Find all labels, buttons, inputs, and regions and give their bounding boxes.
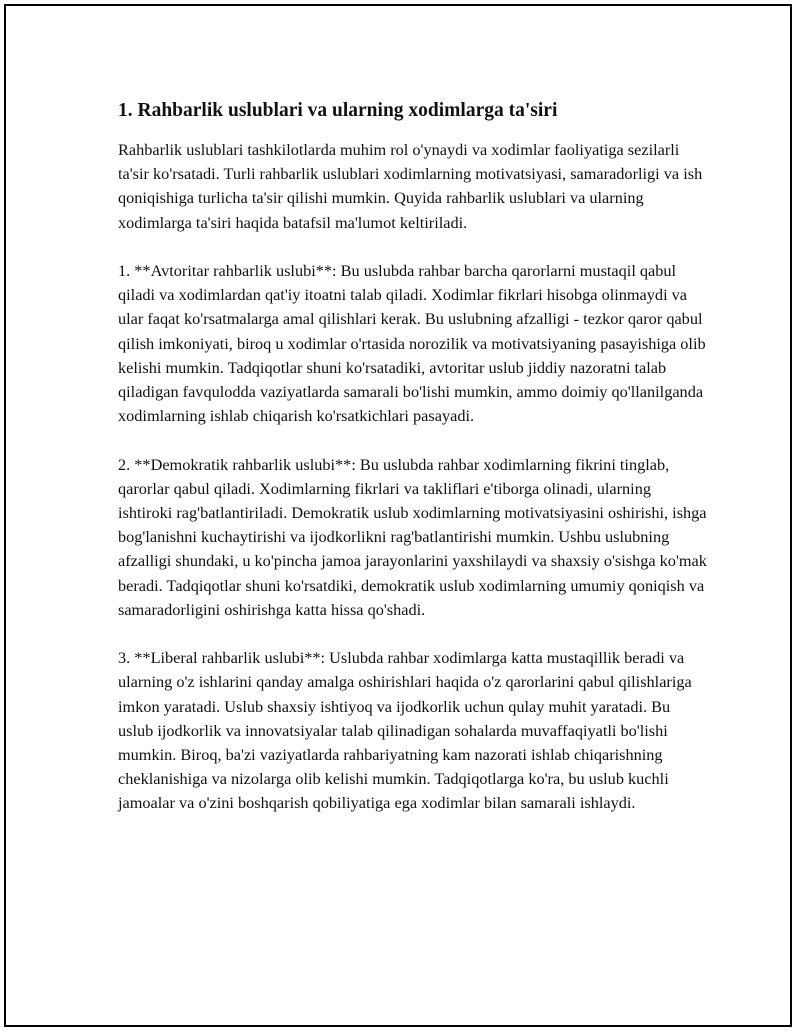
page-frame [4, 4, 792, 1027]
authoritarian-style-paragraph: 1. **Avtoritar rahbarlik uslubi**: Bu uslubda rahbar barcha qarorlarni mustaqil qabul qiladi va xodimlardan qat'iy itoatni talab qiladi. Xodimlar fikrlari hisobga olinmaydi va ular faqat ko'rsatmalarga amal qilishlari kerak. Bu uslubning afzalligi - tezkor qaror qabul qilish imkoniyati, biroq u xodimlar o'rtasida norozilik va motivatsiyaning pasayishiga olib kelishi mumkin. Tadqiqotlar shuni ko'rsatadiki, avtoritar uslub jiddiy nazoratni talab qiladigan favqulodda vaziyatlarda samarali bo'lishi mumkin, ammo doimiy qo'llanilganda xodimlarning ishlab chiqarish ko'rsatkichlari pasayadi. [118, 261, 706, 426]
liberal-style-paragraph: 3. **Liberal rahbarlik uslubi**: Uslubda rahbar xodimlarga katta mustaqillik beradi va ularning o'z ishlarini qanday amalga oshirishlari haqida o'z qarorlarini qabul qilishlariga imkon yaratadi. Uslub shaxsiy ishtiyoq va ijodkorlik uchun qulay muhit yaratadi. Bu uslub ijodkorlik va innovatsiyalar talab qilinadigan sohalarda muvaffaqiyatli bo'lishi mumkin. Biroq, ba'zi vaziyatlarda rahbariyatning kam nazorati ishlab chiqarishning cheklanishiga va nizolarga olib kelishi mumkin. Tadqiqotlarga ko'ra, bu uslub kuchli jamoalar va o'zini boshqarish qobiliyatiga ega xodimlar bilan samarali ishlaydi. [118, 648, 692, 813]
document-body [118, 98, 708, 840]
democratic-style-paragraph: 2. **Demokratik rahbarlik uslubi**: Bu uslubda rahbar xodimlarning fikrini tinglab, qarorlar qabul qiladi. Xodimlarning fikrlari va takliflari e'tiborga olinadi, ularning ishtiroki rag'batlantiriladi. Demokratik uslub xodimlarning motivatsiyasini oshirishi, ishga bog'lanishni kuchaytirishi va ijodkorlikni rag'batlantirishi mumkin. Ushbu uslubning afzalligi shundaki, u ko'pincha jamoa jarayonlarini yaxshilaydi va shaxsiy o'sishga ko'mak beradi. Tadqiqotlar shuni ko'rsatdiki, demokratik uslub xodimlarning umumiy qoniqish va samaradorligini oshirishga katta hissa qo'shadi. [118, 454, 707, 619]
document-title: 1. Rahbarlik uslublari va ularning xodimlarga ta'siri [118, 100, 558, 121]
intro-paragraph: Rahbarlik uslublari tashkilotlarda muhim rol o'ynaydi va xodimlar faoliyatiga sezilarli ta'sir ko'rsatadi. Turli rahbarlik uslublari xodimlarning motivatsiyasi, samaradorligi va ish qoniqishiga turlicha ta'sir qilishi mumkin. Quyida rahbarlik uslublari va ularning xodimlarga ta'siri haqida batafsil ma'lumot keltiriladi. [118, 140, 703, 232]
